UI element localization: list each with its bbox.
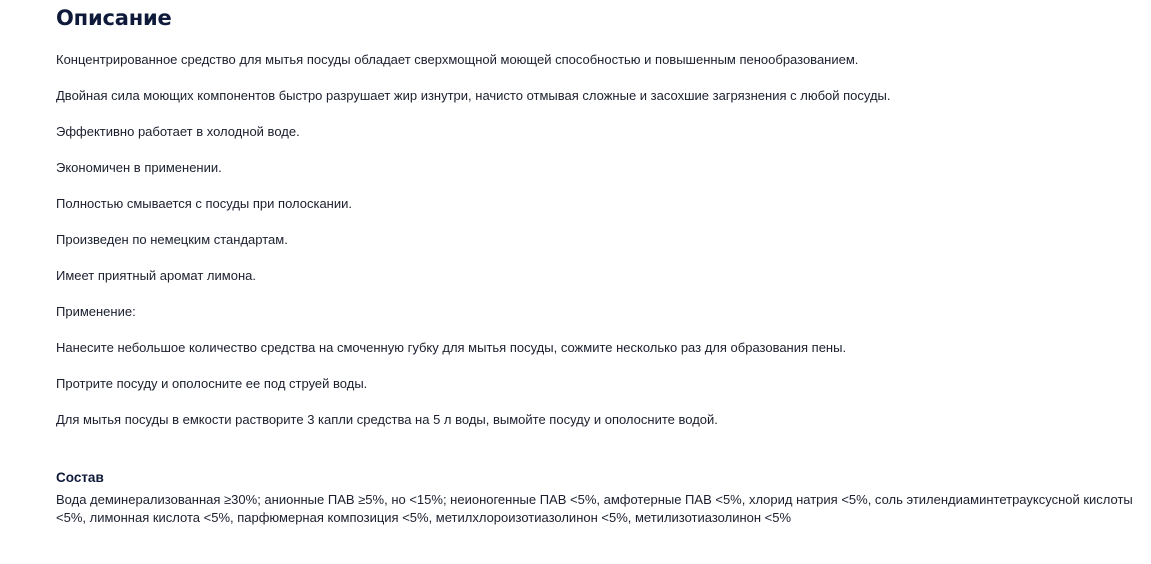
description-paragraph: Экономичен в применении.	[56, 160, 222, 175]
composition-text: Вода деминерализованная ≥30%; анионные ПАВ ≥5%, но <15%; неионогенные ПАВ <5%, амфотерные ПАВ <5%, хлорид натрия <5%, соль этилендиаминтетрауксусной кислоты <5%, лимонная кислота <5%, парфюмерная композиция <5%, метилхлороизотиазолинон <5%, метилизотиазолинон <5%	[56, 492, 1133, 525]
usage-heading: Применение:	[56, 304, 136, 319]
description-paragraph: Имеет приятный аромат лимона.	[56, 268, 256, 283]
description-heading: Описание	[56, 6, 172, 30]
description-paragraph: Двойная сила моющих компонентов быстро разрушает жир изнутри, начисто отмывая сложные и засохшие загрязнения с любой посуды.	[56, 88, 891, 103]
composition-heading: Состав	[56, 470, 104, 485]
usage-paragraph: Протрите посуду и ополосните ее под струей воды.	[56, 376, 368, 391]
usage-paragraph: Нанесите небольшое количество средства на смоченную губку для мытья посуды, сожмите несколько раз для образования пены.	[56, 340, 847, 355]
description-paragraph: Концентрированное средство для мытья посуды обладает сверхмощной моющей способностью и повышенным пенообразованием.	[56, 52, 859, 67]
description-paragraph: Эффективно работает в холодной воде.	[56, 124, 300, 139]
description-paragraph: Произведен по немецким стандартам.	[56, 232, 288, 247]
usage-paragraph: Для мытья посуды в емкости растворите 3 капли средства на 5 л воды, вымойте посуду и ополосните водой.	[56, 412, 718, 427]
description-paragraph: Полностью смывается с посуды при полоскании.	[56, 196, 352, 211]
